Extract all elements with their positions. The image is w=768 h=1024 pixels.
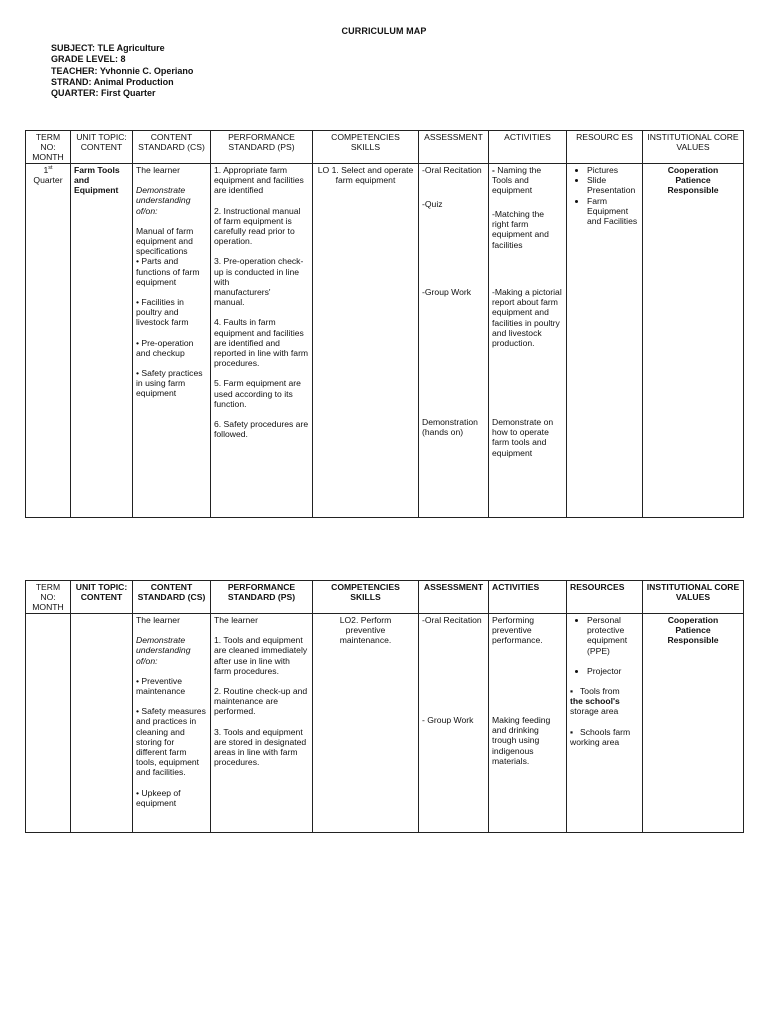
assessment-item: Demonstration (hands on) [422,417,478,438]
cs-demonstrate: Demonstrate understanding of/on: [136,635,191,666]
ps-item: 2. Routine check-up and maintenance are performed. [214,686,308,717]
assessment-item: -Oral Recitation [422,165,482,175]
resources-cell [567,614,643,833]
header-resources: RESOURC ES [567,131,643,164]
resource-item: ▪ Schools farm working area [570,726,631,747]
cs-demonstrate: Demonstrate understanding of/on: [136,185,191,216]
ps-item: 1. Tools and equipment are cleaned immediately after use in line with farm procedures. [214,635,308,676]
table-1-header-row [26,131,744,164]
activities-cell [489,164,567,518]
activity-item: Demonstrate on how to operate farm tools and equipment [492,417,554,458]
cs-manual: Manual of farm equipment and specifications [136,225,194,257]
assessment-item: -Group Work [422,287,472,297]
resource-storage-area: storage area [570,706,619,717]
resource-item: • Personal protective equipment (PPE) [587,615,639,656]
header-term: TERM NO: MONTH [26,581,71,614]
term-number: 1 [43,165,49,175]
ps-item: 4. Faults in farm equipment and facilities are identified and reported in line with farm procedures. [214,317,309,369]
header-performance-standard: PERFORMANCE STANDARD (PS) [211,131,313,164]
assessment-item: -Oral Recitation [422,615,482,625]
resource-item: • Pictures [587,165,639,175]
resource-item: • Slide Presentation [587,175,639,195]
header-core-values: INSTITUTIONAL CORE VALUES [643,131,744,164]
activity-naming: Naming the Tools and equipment [492,165,542,196]
header-content-standard: CONTENT STANDARD (CS) [133,131,211,164]
header-competencies: COMPETENCIES SKILLS [313,581,419,614]
ps-item: 2. Instructional manual of farm equipment is carefully read prior to operation. [214,205,301,247]
ps-item: 3. Pre-operation check-up is conducted in line with [214,256,304,287]
teacher-line: TEACHER: Yvhonnie C. Operiano [51,65,194,76]
curriculum-table-1 [25,130,744,518]
strand-line: STRAND: Animal Production [51,76,174,87]
core-value: Responsible [667,635,719,646]
document-title: CURRICULUM MAP [341,26,427,36]
cs-item: • Safety measures and practices in cleaning and storing for different farm tools, equipment and facilities. [136,706,206,778]
activity-item: Performing preventive performance. [492,615,543,646]
content-standard-cell [133,164,211,518]
core-value: Cooperation [667,165,719,175]
ps-item: 5. Farm equipment are used according to its function. [214,378,301,409]
resources-cell [567,164,643,518]
table-2-header-row [26,581,744,614]
core-value: Cooperation [667,615,719,625]
ps-manufacturers: manufacturers' [214,287,271,298]
core-values-cell [643,614,744,833]
curriculum-table-2 [25,580,744,833]
competency-cell: LO 1. Select and operate farm equipment [313,164,419,518]
resource-item: ▪ Tools from [570,686,620,697]
unit-topic-cell: Farm Tools and Equipment [71,164,133,518]
table-2-body-row [26,614,744,833]
header-content-standard: CONTENT STANDARD (CS) [133,581,211,614]
activity-item: -Matching the right farm equipment and facilities [492,209,549,250]
header-competencies: COMPETENCIES SKILLS [313,131,419,164]
resource-item: • Farm Equipment and Facilities [587,196,639,227]
ps-manual: manual. [214,297,245,308]
quarter-line: QUARTER: First Quarter [51,88,156,99]
header-assessment: ASSESSMENT [419,581,489,614]
core-value: Responsible [667,185,719,196]
header-resources: RESOURCES [567,581,643,614]
unit-topic-cell [71,614,133,833]
assessment-cell [419,164,489,518]
term-cell [26,164,71,518]
document-meta [51,43,193,99]
header-assessment: ASSESSMENT [419,131,489,164]
ps-learner: The learner [214,615,258,625]
header-activities: ACTIVITIES [489,131,567,164]
cs-learner: The learner [136,165,180,175]
activities-cell [489,614,567,833]
competency-cell: LO2. Perform preventive maintenance. [313,614,419,833]
resource-item: • Projector [587,666,639,676]
header-activities: ACTIVITIES [489,581,567,614]
resource-school-storage: the school's [570,696,620,707]
cs-item: • Pre-operation and checkup [136,337,194,358]
content-standard-cell [133,614,211,833]
resource-schools-farm: Schools farm working area [570,726,631,747]
cs-item: • Upkeep of equipment [136,787,181,808]
resource-tools-from: Tools from [580,686,620,697]
term-cell [26,614,71,833]
header-term: TERM NO: MONTH [26,131,71,164]
assessment-item: -Quiz [422,199,443,209]
grade-level-line: GRADE LEVEL: 8 [51,54,126,65]
core-value: Patience [675,625,711,636]
activity-item: -Making a pictorial report about farm equipment and facilities in poultry and livestock production. [492,287,562,349]
assessment-cell [419,614,489,833]
assessment-item: - Group Work [422,715,474,725]
ps-item: 3. Tools and equipment are stored in designated areas in line with farm procedures. [214,726,307,768]
cs-item: • Preventive maintenance [136,675,186,697]
activity-item: Making feeding and drinking trough using indigenous materials. [492,715,551,766]
ps-item: 6. Safety procedures are followed. [214,419,309,440]
table-1-body-row [26,164,744,518]
activity-item: - Naming the Tools and equipment [492,165,542,196]
performance-standard-cell [211,164,313,518]
header-performance-standard: PERFORMANCE STANDARD (PS) [211,581,313,614]
core-value: Patience [675,175,711,186]
header-unit-topic: UNIT TOPIC: CONTENT [71,581,133,614]
core-values-cell [643,164,744,518]
term-label: Quarter [33,175,63,186]
header-unit-topic: UNIT TOPIC: CONTENT [71,131,133,164]
cs-item: • Safety practices in using farm equipment [136,368,203,399]
cs-item: • Parts and functions of farm equipment [136,256,200,287]
performance-standard-cell [211,614,313,833]
subject-line: SUBJECT: TLE Agriculture [51,43,165,53]
cs-learner: The learner [136,615,180,625]
cs-item: • Facilities in poultry and livestock farm [136,297,189,328]
header-core-values: INSTITUTIONAL CORE VALUES [643,581,744,614]
ps-item: 1. Appropriate farm equipment and facilities are identified [214,165,304,196]
term-suffix: st [48,165,53,172]
